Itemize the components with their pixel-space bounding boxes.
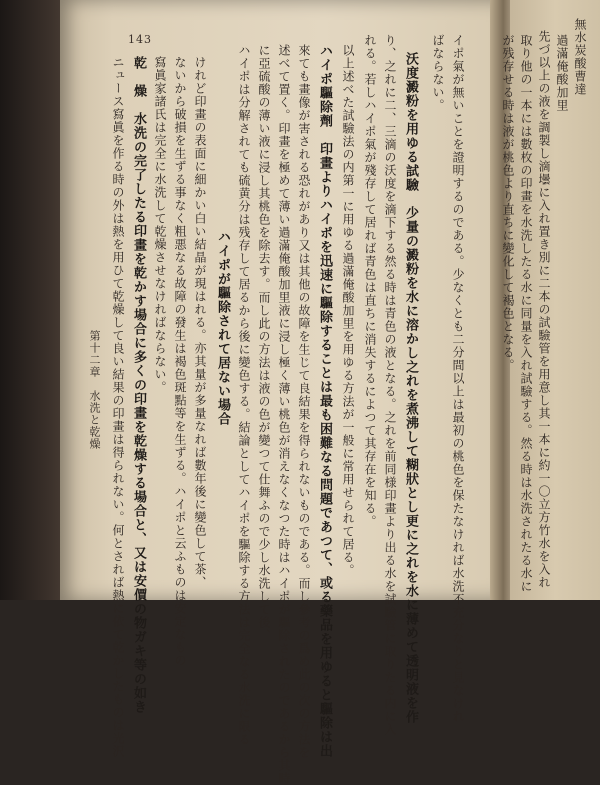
text-column: ニュース寫眞を作る時の外は熱を用ひて乾燥して良い結果の印畫は得られない。何とされば熱に依て乾かしたものは光沢 — [111, 56, 125, 758]
page-number: 143 — [128, 33, 152, 46]
text-column: り、之れに二、三滴の沃度を滴下する然る時は青色の液となる。之れを前同様印畫より出る水を試驗管に取りたる内に入 — [383, 34, 397, 736]
text-column: が残存せる時は液が桃色より直ちに變化して褐色となる。 — [501, 34, 515, 372]
text-column: 過滿俺酸加里 — [555, 34, 569, 112]
running-head: 第十二章 水洗と乾燥 — [88, 330, 101, 450]
text-column: 述べて置く。印畫を極めて薄い過滿俺酸加里液に浸し極く薄い桃色が消えなくなつた時はハイポが驅除されたのであるから其時 — [277, 44, 291, 785]
section-heading: 沃度澱粉を用ゆる試驗 少量の澱粉を水に溶かし之れを煮沸して糊狀とし更に之れを水に薄めて透明液を作 — [403, 52, 418, 724]
text-column: ばならない。 — [431, 34, 445, 112]
text-column: 先づ以上の液を調製し滴壜に入れ置き別に二本の試驗管を用意し其一本に約一〇立方竹水を入れ — [537, 30, 551, 589]
text-column: 寫眞家諸氏は完全に水洗して乾燥させなければならない。 — [153, 56, 167, 394]
text-column: 來ても畫像が害される恐れがあり又は其他の故障を生じて良結果を得られないものである。而し參考の爲め此の次の方法を — [297, 44, 311, 759]
section-heading: ハイポが驅除されて居ない場合 — [215, 230, 230, 426]
text-column: に亞硫酸の薄い液に浸し其桃色を除去す。而し此の方法は液の色が變つて仕舞ふので少し水洗して後、 — [257, 44, 271, 642]
section-heading: ハイポ驅除劑 印畫よりハイポを迅速に驅除することは最も困難なる問題であつて、或る藥品を用ゆると驅除は出 — [317, 44, 332, 758]
text-column: ハイポは分解されても硫黄分は残存して居るから後に變色する。結論としてハイポを驅除する方法は完全なる水洗に限る — [237, 44, 251, 746]
section-heading: 乾 燥 水洗の完了したる印畫を乾かす場合に多くの印畫を乾燥する場合と、又は安價の物ガキ等の如き — [131, 56, 146, 714]
text-column: れる。若しハイポ氣が殘存して居れば青色は直ちに消失するによつて其存在を知る。 — [363, 34, 377, 528]
text-column: 無水炭酸曹達 — [573, 18, 587, 96]
text-column: ないから破損を生ずる事なく粗悪なる故障の發生は褐色斑點等を生ずる。ハイポと云ふものは安定なもの — [173, 56, 187, 667]
text-column: 取り他の一本には數枚の印畫を水洗したる水に同量を入れ試驗する。然る時は水洗されたる水に — [519, 34, 533, 593]
text-column: けれど印畫の表面に細かい白い結晶が現はれる。亦其量が多量なれば數年後に變色して茶、 — [193, 56, 207, 589]
text-column: 以上述べた試驗法の内第一に用ゆる過滿俺酸加里を用ゆる方法が一般に常用せられて居る。 — [341, 44, 355, 577]
text-column: イポ氣が無いことを證明するのである。少なくとも二分間以上は最初の桃色を保たなければ水洗不充分なりと見なけれ — [451, 34, 465, 723]
